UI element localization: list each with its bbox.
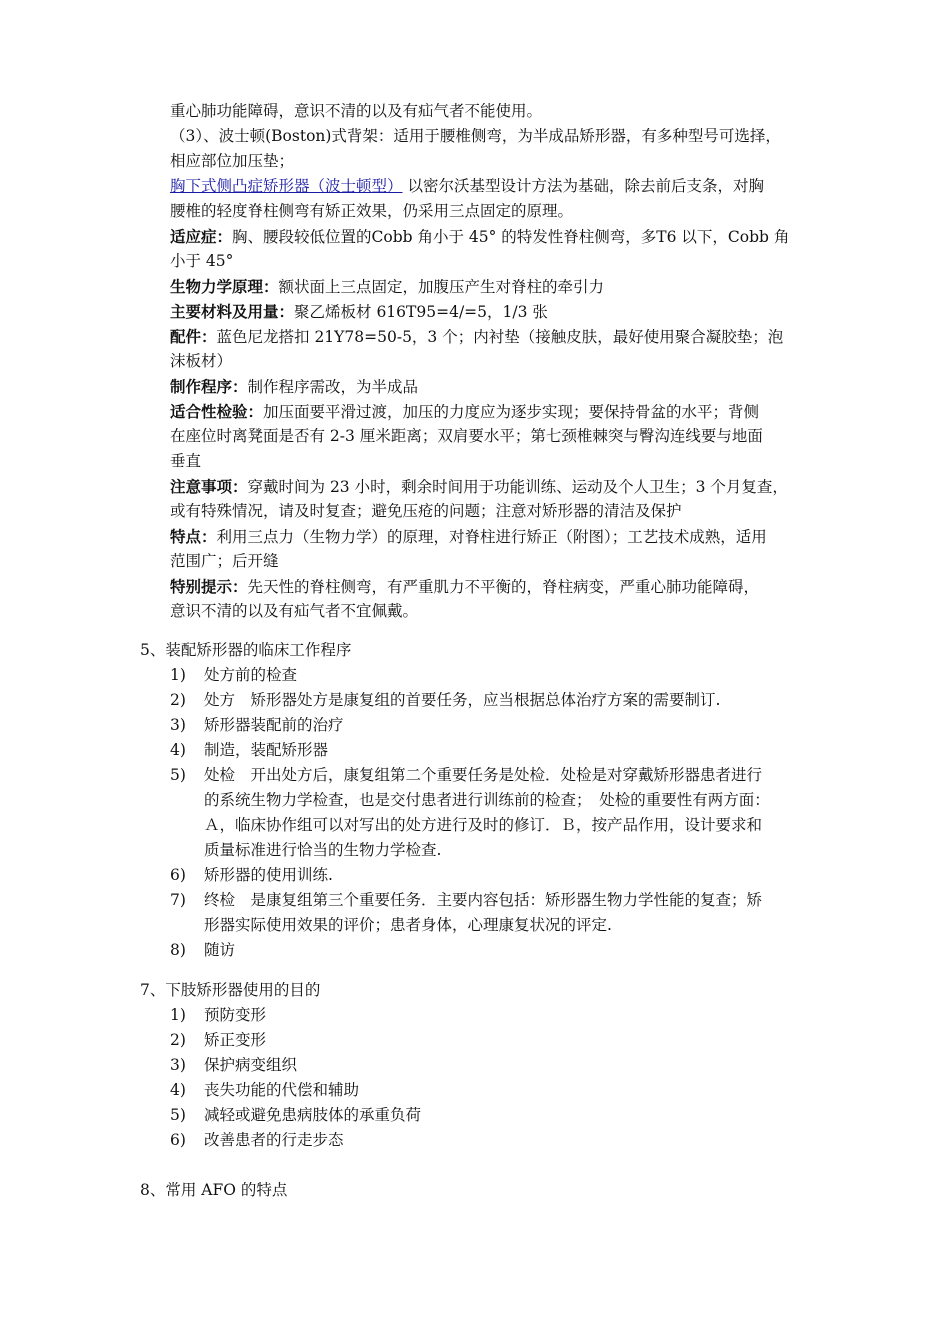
field-text: 穿戴时间为 23 小时，剩余时间用于功能训练、运动及个人卫生；3 个月复查， [247, 478, 788, 496]
list-number: 4) [170, 741, 186, 759]
section-heading: 7、下肢矫形器使用的目的 [140, 981, 321, 999]
list-number: 2) [170, 1031, 186, 1049]
list-item: 处方 矫形器处方是康复组的首要任务，应当根据总体治疗方案的需要制订. [204, 691, 721, 709]
list-number: 8) [170, 941, 186, 959]
list-item-continuation: 的系统生物力学检查，也是交付患者进行训练前的检查； 处检的重要性有两方面： [204, 791, 770, 809]
list-item: 预防变形 [204, 1006, 267, 1024]
text-line: 小于 45° [170, 252, 234, 270]
field-label: 生物力学原理： [170, 277, 279, 296]
field-text: 胸、腰段较低位置的Cobb 角小于 45° 的特发性脊柱侧弯，多T6 以下，Cobb 角 [232, 228, 790, 246]
text-line: 沫板材） [170, 352, 233, 370]
text-line [170, 574, 759, 600]
list-number: 3) [170, 716, 186, 734]
text-line [170, 174, 764, 199]
list-number: 5) [170, 766, 186, 784]
list-item: 丧失功能的代偿和辅助 [204, 1081, 360, 1099]
list-item: 终检 是康复组第三个重要任务．主要内容包括：矫形器生物力学性能的复查；矫 [204, 891, 763, 909]
list-item: 改善患者的行走步态 [204, 1131, 344, 1149]
list-number: 1) [170, 1006, 186, 1024]
text-line: 范围广；后开缝 [170, 552, 279, 570]
text-line [170, 474, 788, 500]
field-label: 特点： [170, 527, 217, 546]
field-text: 制作程序需改，为半成品 [247, 378, 419, 396]
field-label: 配件： [170, 327, 217, 346]
list-item: 处方前的检查 [204, 666, 298, 684]
section-heading: 8、常用 AFO 的特点 [140, 1181, 288, 1199]
list-item: 减轻或避免患病肢体的承重负荷 [204, 1106, 422, 1124]
list-number: 2) [170, 691, 186, 709]
list-number: 7) [170, 891, 186, 909]
field-text: 先天性的脊柱侧弯，有严重肌力不平衡的，脊柱病变，严重心肺功能障碍， [247, 578, 760, 596]
field-label: 注意事项： [170, 477, 248, 496]
list-number: 1) [170, 666, 186, 684]
field-label: 适应症： [170, 227, 233, 246]
list-number: 6) [170, 866, 186, 884]
text-line: 腰椎的轻度脊柱侧弯有矫正效果，仍采用三点固定的原理。 [170, 202, 574, 220]
list-number: 6) [170, 1131, 186, 1149]
text-span: 以密尔沃基型设计方法为基础，除去前后支条，对胸 [402, 177, 764, 195]
field-label: 制作程序： [170, 377, 248, 396]
text-line: （3）、波士顿(Boston)式背架：适用于腰椎侧弯，为半成品矫形器，有多种型号可选择， [170, 127, 781, 145]
text-line [170, 374, 418, 400]
list-item: 矫形器的使用训练. [204, 866, 333, 884]
list-item: 矫形器装配前的治疗 [204, 716, 344, 734]
list-item: 矫正变形 [204, 1031, 267, 1049]
list-item-continuation: 形器实际使用效果的评价；患者身体，心理康复状况的评定. [204, 916, 612, 934]
text-line: 意识不清的以及有疝气者不宜佩戴。 [170, 602, 419, 620]
text-line [170, 399, 759, 425]
document-link[interactable]: 胸下式侧凸症矫形器（波士顿型） [170, 177, 403, 195]
field-text: 聚乙烯板材 616T95=4/=5，1/3 张 [294, 303, 548, 321]
list-item: 随访 [204, 941, 236, 959]
text-line [170, 299, 548, 325]
text-line [170, 524, 767, 550]
field-label: 特别提示： [170, 577, 248, 596]
text-line [170, 274, 604, 300]
section-heading: 5、装配矫形器的临床工作程序 [140, 641, 352, 659]
list-item: 处检 开出处方后，康复组第二个重要任务是处检．处检是对穿戴矫形器患者进行 [204, 766, 763, 784]
list-number: 3) [170, 1056, 186, 1074]
field-label: 适合性检验： [170, 402, 264, 421]
text-line: 相应部位加压垫； [170, 152, 295, 170]
list-item-continuation: Ａ，临床协作组可以对写出的处方进行及时的修订．Ｂ，按产品作用，设计要求和 [204, 816, 763, 834]
text-line: 重心肺功能障碍，意识不清的以及有疝气者不能使用。 [170, 102, 543, 120]
text-line [170, 324, 783, 350]
text-line [170, 224, 789, 250]
field-text: 利用三点力（生物力学）的原理，对脊柱进行矫正（附图）；工艺技术成熟，适用 [216, 528, 767, 546]
list-number: 4) [170, 1081, 186, 1099]
field-text: 蓝色尼龙搭扣 21Y78=50-5，3 个；内衬垫（接触皮肤，最好使用聚合凝胶垫；泡 [216, 328, 784, 346]
text-line: 垂直 [170, 452, 202, 470]
field-label: 主要材料及用量： [170, 302, 295, 321]
list-item: 制造，装配矫形器 [204, 741, 329, 759]
text-line: 或有特殊情况，请及时复查；避免压疮的问题；注意对矫形器的清洁及保护 [170, 502, 682, 520]
field-text: 额状面上三点固定，加腹压产生对脊柱的牵引力 [278, 278, 605, 296]
text-line: 在座位时离凳面是否有 2-3 厘米距离；双肩要水平；第七颈椎棘突与臀沟连线要与地面 [170, 427, 763, 445]
list-item: 保护病变组织 [204, 1056, 298, 1074]
list-item-continuation: 质量标准进行恰当的生物力学检查. [204, 841, 442, 859]
field-text: 加压面要平滑过渡，加压的力度应为逐步实现；要保持骨盆的水平；背侧 [263, 403, 760, 421]
list-number: 5) [170, 1106, 186, 1124]
